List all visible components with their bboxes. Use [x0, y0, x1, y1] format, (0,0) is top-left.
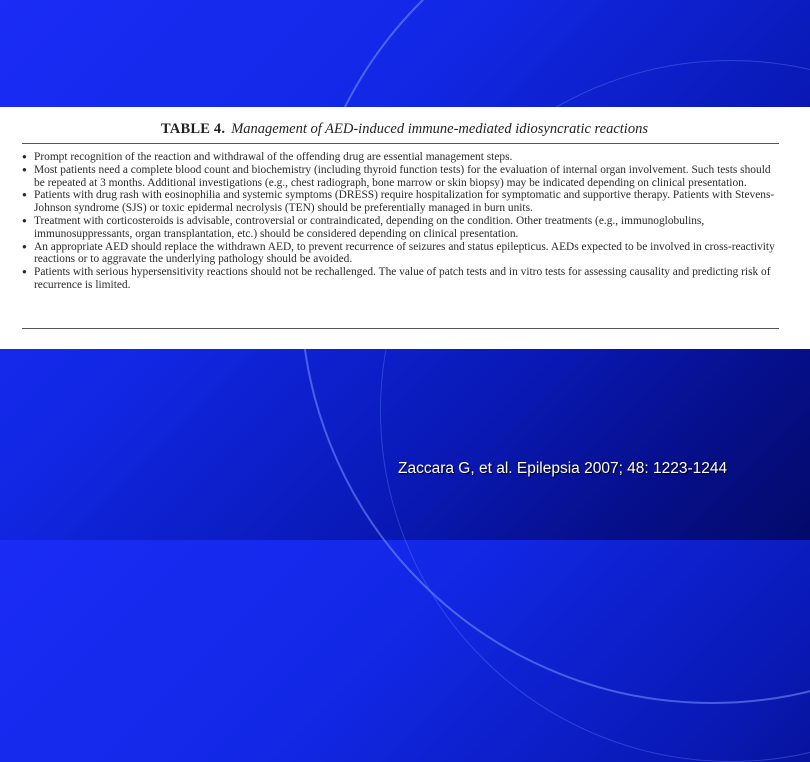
table-bottom-rule — [22, 328, 779, 329]
bullet-item: ● Patients with serious hypersensitivity reactions should not be rechallenged. The value of patch tests and in vitro tests for assessing causality and predicting risk of recurrence is limited. — [22, 266, 782, 292]
bullet-item: ● Most patients need a complete blood count and biochemistry (including thyroid function tests) for the evaluation of internal organ involvement. Such tests should be repeated at 3 months. Additional investigations (e.g., chest radiograph, bone marrow or skin biopsy) may be indicated depending on clinical presentation. — [22, 164, 782, 190]
table-top-rule — [22, 143, 779, 144]
bullet-item: ● Patients with drug rash with eosinophilia and systemic symptoms (DRESS) require hospitalization for symptomatic and supportive therapy. Patients with Stevens-Johnson syndrome (SJS) or toxic epidermal necrolysis (TEN) should be preferentially managed in burn units. — [22, 189, 782, 215]
table-heading — [161, 121, 648, 138]
background-arc — [300, 0, 810, 704]
bullet-item: ● Treatment with corticosteroids is advisable, controversial or contraindicated, depending on the condition. Other treatments (e.g., immunoglobulins, immunosuppressants, organ transplantation, etc.) should be considered depending on clinical presentation. — [22, 215, 782, 241]
bullet-item: ● Prompt recognition of the reaction and withdrawal of the offending drug are essential management steps. — [22, 151, 782, 164]
bullet-item: ● An appropriate AED should replace the withdrawn AED, to prevent recurrence of seizures and status epilepticus. AEDs expected to be involved in cross-reactivity reactions or to aggravate the underlying pathology should be avoided. — [22, 241, 782, 267]
citation-text: Zaccara G, et al. Epilepsia 2007; 48: 1223-1244 — [398, 460, 728, 477]
table-label: TABLE 4. — [161, 121, 226, 137]
table-image-panel — [0, 107, 810, 349]
bullet-list — [22, 151, 782, 292]
table-title: Management of AED-induced immune-mediated idiosyncratic reactions — [231, 121, 648, 137]
